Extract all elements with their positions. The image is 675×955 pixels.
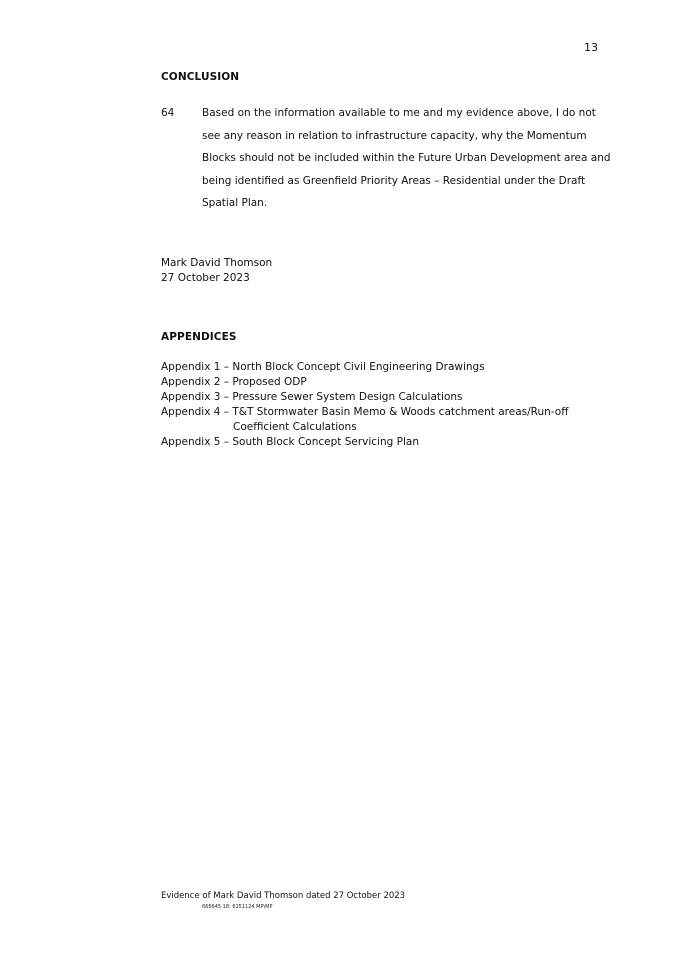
appendix-item-continuation: Coefficient Calculations: [233, 421, 357, 433]
signatory-name: Mark David Thomson: [161, 257, 273, 269]
conclusion-heading: CONCLUSION: [161, 71, 240, 83]
signature-block: [161, 256, 272, 286]
appendix-item: Appendix 2 – Proposed ODP: [161, 376, 307, 388]
appendix-list: [161, 360, 568, 450]
paragraph-line: see any reason in relation to infrastructure capacity, why the Momentum: [202, 129, 587, 142]
paragraph-line: Spatial Plan.: [202, 197, 268, 209]
paragraph-number: 64: [161, 107, 175, 119]
paragraph-line: Blocks should not be included within the Future Urban Development area and: [202, 152, 611, 164]
footer-reference: 665645.18: 6151124 MP\MP: [202, 904, 273, 910]
appendix-item: Appendix 4 – T&T Stormwater Basin Memo & Woods catchment areas/Run-off: [161, 406, 569, 418]
signature-date: 27 October 2023: [161, 272, 250, 284]
appendix-item: Appendix 5 – South Block Concept Servicing Plan: [161, 436, 419, 448]
paragraph-body: [202, 107, 611, 220]
appendices-heading: APPENDICES: [161, 331, 237, 343]
page-number: 13: [584, 41, 598, 54]
footer-text: Evidence of Mark David Thomson dated 27 October 2023: [161, 891, 406, 901]
paragraph-line: Based on the information available to me and my evidence above, I do not: [202, 107, 596, 119]
appendix-item: Appendix 1 – North Block Concept Civil Engineering Drawings: [161, 361, 485, 373]
appendix-item: Appendix 3 – Pressure Sewer System Design Calculations: [161, 391, 463, 403]
paragraph-line: being identified as Greenfield Priority Areas – Residential under the Draft: [202, 174, 586, 187]
